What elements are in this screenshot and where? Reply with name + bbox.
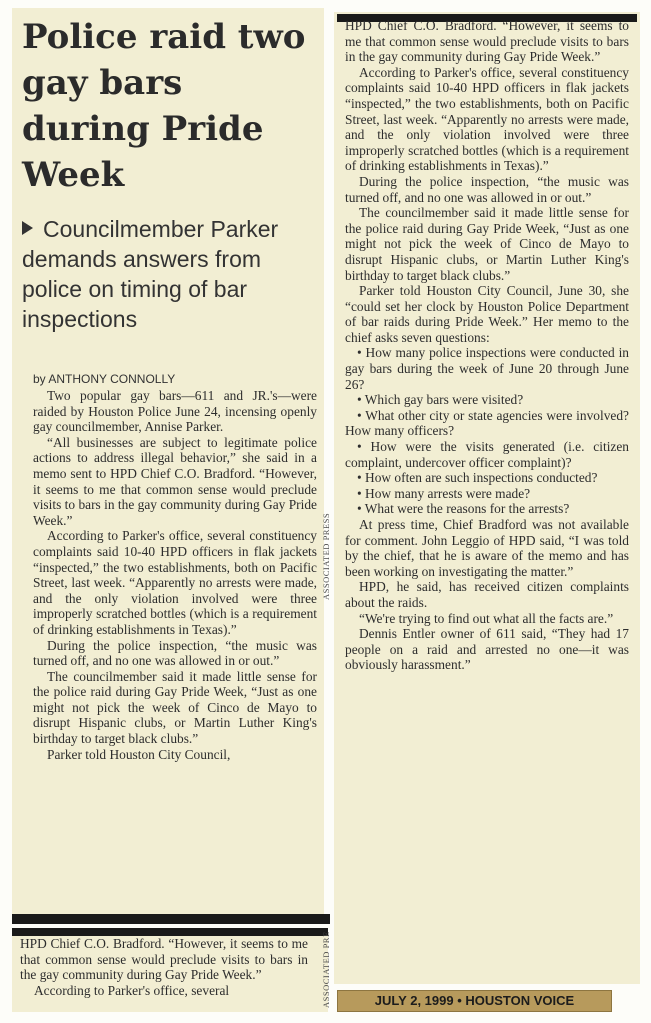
paragraph: According to Parker's office, several constituency complaints said 10-40 HPD officers in flak jackets “inspected,” the two establishments, both on Pacific Street, last week. “Apparently no arrests were made, and the only violation involved were three improperly scratched bottles (which is a requirement of drinking establishments in Texas).”: [33, 528, 317, 637]
publication-footer: JULY 2, 1999 • HOUSTON VOICE: [337, 990, 612, 1012]
paragraph: “We're trying to find out what all the facts are.”: [359, 610, 614, 626]
paragraph: HPD Chief C.O. Bradford. “However, it seems to me that common sense would preclude visits to bars in the gay community during Gay Pride Week.”: [20, 936, 308, 983]
paragraph: During the police inspection, “the music was turned off, and no one was allowed in or out.”: [33, 637, 317, 669]
question-item: • How were the visits generated (i.e. citizen complaint, undercover officer complaint)?: [345, 439, 629, 470]
photo-credit-fragment: ASSOCIATED PRE: [321, 931, 331, 1008]
body-right-column: [345, 18, 629, 673]
paragraph: HPD Chief C.O. Bradford. “However, it seems to me that common sense would preclude visits to bars in the gay community during Gay Pride Week.”: [345, 18, 629, 65]
subhead: [22, 214, 314, 334]
paragraph: HPD, he said, has received citizen complaints about the raids.: [345, 579, 629, 610]
body-bottom-fragment: [20, 936, 308, 998]
paragraph: During the police inspection, “the music was turned off, and no one was allowed in or out.”: [345, 173, 629, 205]
subhead-text: Councilmember Parker demands answers from police on timing of bar inspections: [22, 216, 279, 332]
byline: by ANTHONY CONNOLLY: [33, 372, 176, 386]
paragraph: “All businesses are subject to legitimate police actions to address illegal behavior,” she said in a memo sent to HPD Chief C.O. Bradford. “However, it seems to me that common sense would preclude visits to bars in the gay community during Gay Pride Week.”: [33, 434, 317, 528]
question-item: • How many arrests were made?: [357, 485, 531, 501]
question-item: • What other city or state agencies were involved? How many officers?: [345, 407, 629, 439]
black-rule-bottom: [12, 914, 330, 924]
paragraph: At press time, Chief Bradford was not available for comment. John Leggio of HPD said, “I was told by the chief, that he is aware of the memo and has been working on investigating the matter.”: [345, 517, 629, 579]
paragraph: According to Parker's office, several: [34, 982, 230, 998]
paragraph: The councilmember said it made little sense for the police raid during Gay Pride Week, “Just as one might not pick the week of Cinco de Mayo to disrupt Hispanic clubs, or Martin Luther King's birthday to target black clubs.”: [33, 668, 317, 747]
photo-credit: ASSOCIATED PRESS: [321, 512, 331, 600]
paragraph: The councilmember said it made little sense for the police raid during Gay Pride Week, “Just as one might not pick the week of Cinco de Mayo to disrupt Hispanic clubs, or Martin Luther King's birthday to target black clubs.”: [345, 205, 629, 283]
black-rule-fragment: [12, 928, 328, 936]
body-left-column: [33, 388, 317, 762]
triangle-bullet-icon: [22, 221, 33, 235]
paragraph: Parker told Houston City Council, June 30, she “could set her clock by Houston Police Department of bar raids during Pride Week.” Her memo to the chief asks seven questions:: [345, 283, 629, 345]
question-item: • How often are such inspections conducted?: [357, 470, 598, 486]
question-item: • How many police inspections were conducted in gay bars during the week of June 20 through June 26?: [345, 345, 629, 392]
headline: Police raid two gay bars during Pride Week: [22, 17, 306, 195]
paragraph: Dennis Entler owner of 611 said, “They had 17 people on a raid and arrested no one—it was obviously harassment.”: [345, 626, 629, 673]
question-item: • What were the reasons for the arrests?: [357, 501, 570, 517]
paragraph: Two popular gay bars—611 and JR.'s—were raided by Houston Police June 24, incensing openly gay councilmember, Annise Parker.: [33, 388, 317, 435]
paragraph: According to Parker's office, several constituency complaints said 10-40 HPD officers in flak jackets “inspected,” the two establishments, both on Pacific Street, last week. “Apparently no arrests were made, and the only violation involved were three improperly scratched bottles (which is a requirement of drinking establishments in Texas).”: [345, 64, 629, 174]
paragraph: Parker told Houston City Council,: [47, 746, 231, 762]
question-item: • Which gay bars were visited?: [357, 392, 524, 408]
